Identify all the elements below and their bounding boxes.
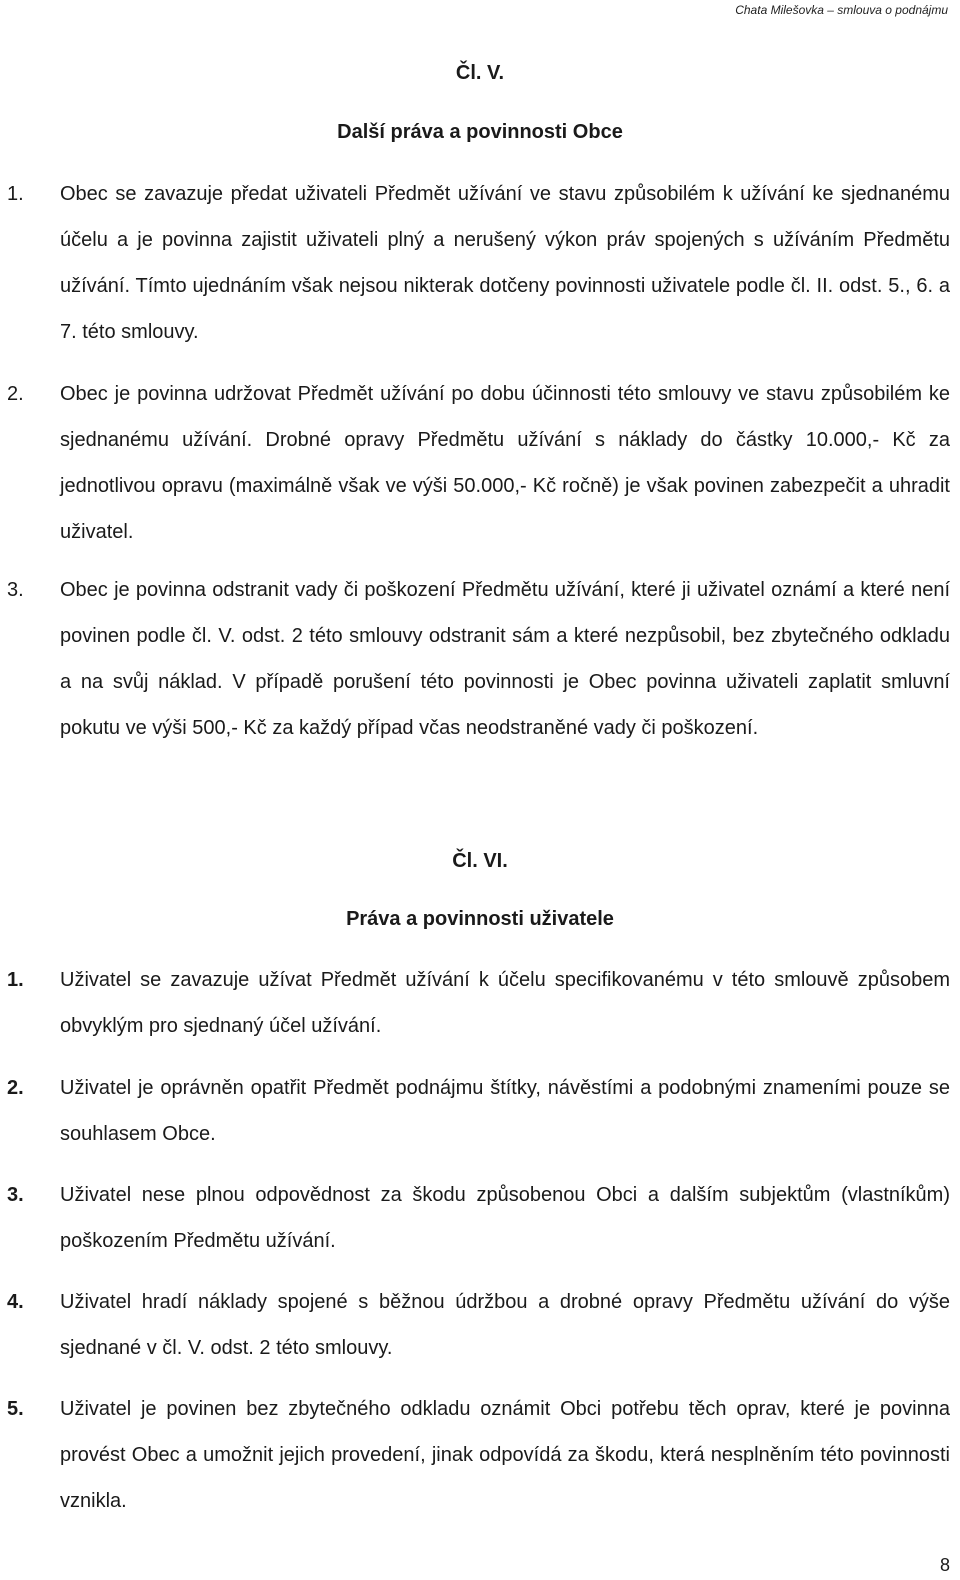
article-vi-paragraph-1	[0, 957, 960, 1049]
paragraph-number: 2.	[7, 383, 24, 405]
paragraph-number: 3.	[7, 1184, 24, 1206]
article-vi-paragraph-3	[0, 1172, 960, 1264]
paragraph-text: Uživatel hradí náklady spojené s běžnou údržbou a drobné opravy Předmětu užívání do výše sjednané v čl. V. odst. 2 této smlouvy.	[60, 1291, 950, 1359]
article-v-number: Čl. V.	[455, 62, 505, 84]
paragraph-text: Uživatel nese plnou odpovědnost za škodu způsobenou Obci a dalším subjektům (vlastníkům) poškozením Předmětu užívání.	[60, 1184, 950, 1252]
paragraph-number: 1.	[7, 183, 24, 205]
paragraph-number: 1.	[7, 969, 24, 991]
paragraph-text: Obec je povinna udržovat Předmět užívání po dobu účinnosti této smlouvy ve stavu způsobilém ke sjednanému užívání. Drobné opravy Předmětu užívání s náklady do částky 10.000,- Kč za jednotlivou opravu (maximálně však ve výši 50.000,- Kč ročně) je však povinen zabezpečit a uhradit uživatel.	[60, 383, 950, 543]
paragraph-number: 4.	[7, 1291, 24, 1313]
paragraph-text: Obec se zavazuje předat uživateli Předmět užívání ve stavu způsobilém k užívání ke sjednanému účelu a je povinna zajistit uživateli plný a nerušený výkon práv spojených s užíváním Předmětu užívání. Tímto ujednáním však nejsou nikterak dotčeny povinnosti uživatele podle čl. II. odst. 5., 6. a 7. této smlouvy.	[60, 183, 950, 343]
running-header: Chata Milešovka – smlouva o podnájmu	[735, 3, 948, 17]
article-vi-title: Práva a povinnosti uživatele	[346, 908, 614, 930]
article-vi-paragraph-2	[0, 1065, 960, 1157]
paragraph-text: Uživatel je povinen bez zbytečného odkladu oznámit Obci potřebu těch oprav, které je povinna provést Obec a umožnit jejich provedení, jinak odpovídá za škodu, která nesplněním této povinnosti vznikla.	[60, 1398, 950, 1512]
page-number: 8	[939, 1555, 950, 1575]
paragraph-number: 2.	[7, 1077, 24, 1099]
article-vi-number: Čl. VI.	[452, 850, 508, 872]
paragraph-text: Obec je povinna odstranit vady či poškození Předmětu užívání, které ji uživatel oznámí a které není povinen podle čl. V. odst. 2 této smlouvy odstranit sám a které nezpůsobil, bez zbytečného odkladu a na svůj náklad. V případě porušení této povinnosti je Obec povinna uživateli zaplatit smluvní pokutu ve výši 500,- Kč za každý případ včas neodstraněné vady či poškození.	[60, 579, 950, 739]
paragraph-text: Uživatel je oprávněn opatřit Předmět podnájmu štítky, návěstími a podobnými znameními pouze se souhlasem Obce.	[60, 1077, 950, 1145]
paragraph-number: 3.	[7, 579, 24, 601]
paragraph-number: 5.	[7, 1398, 24, 1420]
article-v-paragraph-3	[0, 567, 960, 751]
article-v-paragraph-2	[0, 371, 960, 555]
paragraph-text: Uživatel se zavazuje užívat Předmět užívání k účelu specifikovanému v této smlouvě způsobem obvyklým pro sjednaný účel užívání.	[60, 969, 950, 1037]
article-v-paragraph-1	[0, 171, 960, 355]
article-vi-paragraph-5	[0, 1386, 960, 1524]
article-v-title: Další práva a povinnosti Obce	[337, 121, 623, 143]
article-vi-paragraph-4	[0, 1279, 960, 1371]
